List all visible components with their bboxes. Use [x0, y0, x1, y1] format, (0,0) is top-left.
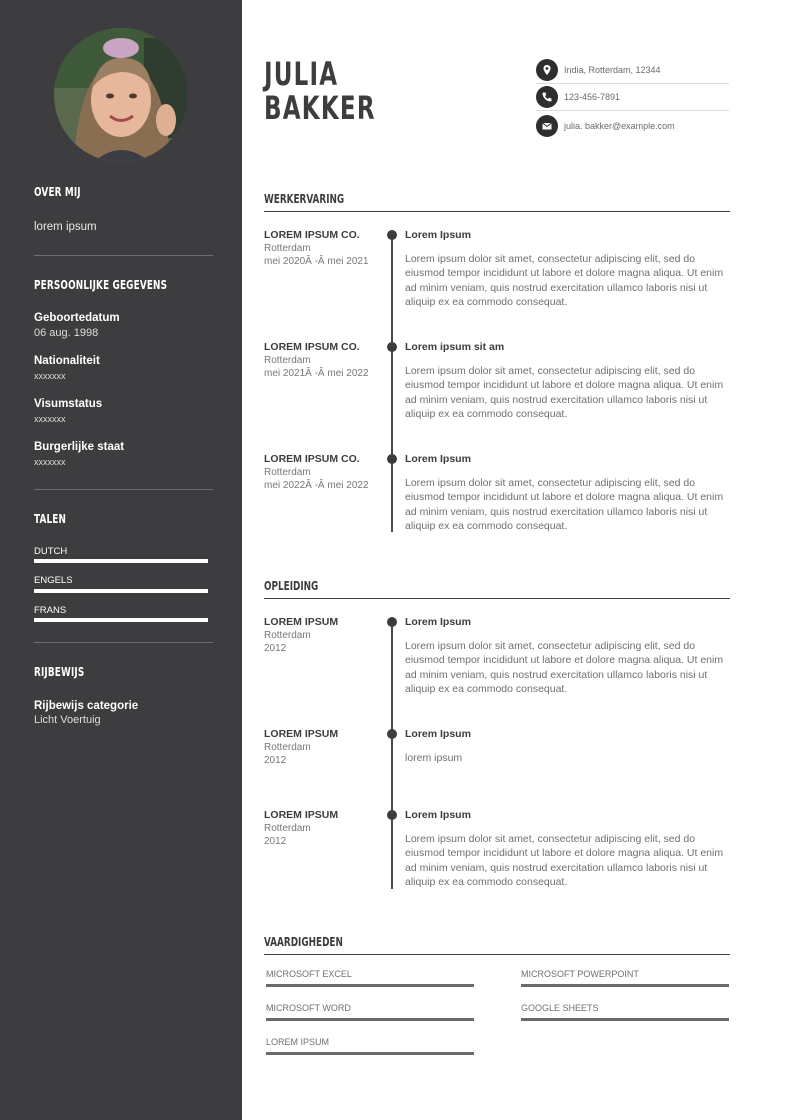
timeline-dot	[387, 454, 397, 464]
skill-bar	[521, 984, 729, 987]
skill-bar	[266, 1018, 474, 1021]
timeline-dot	[387, 617, 397, 627]
education-description: lorem ipsum	[405, 752, 463, 764]
work-company: LOREM IPSUM CO.	[264, 453, 360, 465]
education-title: Lorem Ipsum	[405, 728, 471, 740]
visa-value: xxxxxxx	[34, 414, 66, 424]
birthdate-label: Geboortedatum	[34, 312, 120, 324]
work-city: Rotterdam	[264, 355, 311, 366]
location-pin-icon	[536, 59, 558, 81]
education-school: LOREM IPSUM	[264, 809, 339, 821]
education-heading: OPLEIDING	[264, 579, 319, 593]
language-bar	[34, 559, 208, 563]
mail-icon	[536, 115, 558, 137]
work-period: mei 2022Â -Â mei 2022	[264, 480, 369, 491]
marital-label: Burgerlijke staat	[34, 441, 125, 453]
phone-icon	[536, 86, 558, 108]
work-description: Lorem ipsum dolor sit amet, consectetur adipiscing elit, sed do eiusmod tempor incididunt ut labore et dolore magna aliqua. Ut enim ad minim veniam, quis nostrud exercitation ullamco laboris nisi ut aliquip ex ea commodo consequat.	[405, 365, 724, 420]
language-label: DUTCH	[34, 546, 68, 557]
education-city: Rotterdam	[264, 742, 311, 753]
work-company: LOREM IPSUM CO.	[264, 341, 360, 353]
education-city: Rotterdam	[264, 823, 311, 834]
language-label: ENGELS	[34, 575, 73, 586]
about-text: lorem ipsum	[34, 221, 97, 233]
education-year: 2012	[264, 755, 287, 766]
skill-bar	[266, 984, 474, 987]
work-company: LOREM IPSUM CO.	[264, 229, 360, 241]
license-label: Rijbewijs categorie	[34, 700, 139, 712]
education-city: Rotterdam	[264, 630, 311, 641]
timeline-dot	[387, 810, 397, 820]
section-rule	[264, 211, 730, 212]
skill-label: MICROSOFT WORD	[266, 1003, 351, 1013]
nationality-value: xxxxxxx	[34, 371, 66, 381]
work-title: Lorem Ipsum	[405, 453, 471, 465]
skill-bar	[266, 1052, 474, 1055]
work-city: Rotterdam	[264, 243, 311, 254]
work-heading: WERKERVARING	[264, 192, 345, 206]
section-rule	[264, 954, 730, 955]
work-title: Lorem ipsum sit am	[405, 341, 505, 353]
divider	[34, 489, 213, 490]
about-heading: OVER MIJ	[34, 185, 81, 199]
contact-email	[536, 112, 729, 139]
education-description: Lorem ipsum dolor sit amet, consectetur adipiscing elit, sed do eiusmod tempor incididunt ut labore et dolore magna aliqua. Ut enim ad minim veniam, quis nostrud exercitation ullamco laboris nisi ut aliquip ex ea commodo consequat.	[405, 640, 724, 695]
phone-text: 123-456-7891	[564, 92, 621, 102]
nationality-label: Nationaliteit	[34, 355, 100, 367]
last-name: BAKKER	[264, 89, 376, 127]
contact-phone	[536, 84, 729, 111]
education-school: LOREM IPSUM	[264, 728, 339, 740]
skills-heading: VAARDIGHEDEN	[264, 935, 343, 949]
skill-label: MICROSOFT EXCEL	[266, 969, 352, 979]
personal-heading: PERSOONLIJKE GEGEVENS	[34, 278, 168, 292]
marital-value: xxxxxxx	[34, 457, 66, 467]
work-period: mei 2021Â -Â mei 2022	[264, 368, 369, 379]
languages-heading: TALEN	[34, 512, 67, 526]
skill-label: GOOGLE SHEETS	[521, 1003, 599, 1013]
section-rule	[264, 598, 730, 599]
work-period: mei 2020Â -Â mei 2021	[264, 256, 369, 267]
license-value: Licht Voertuig	[34, 714, 101, 726]
divider	[34, 642, 213, 643]
timeline-dot	[387, 729, 397, 739]
contact-address	[536, 57, 729, 84]
divider	[34, 255, 213, 256]
education-title: Lorem Ipsum	[405, 809, 471, 821]
first-name: JULIA	[264, 55, 339, 93]
language-bar	[34, 618, 208, 622]
birthdate-value: 06 aug. 1998	[34, 327, 99, 339]
work-city: Rotterdam	[264, 467, 311, 478]
education-description: Lorem ipsum dolor sit amet, consectetur adipiscing elit, sed do eiusmod tempor incididunt ut labore et dolore magna aliqua. Ut enim ad minim veniam, quis nostrud exercitation ullamco laboris nisi ut aliquip ex ea commodo consequat.	[405, 833, 724, 888]
skill-bar	[521, 1018, 729, 1021]
sidebar	[0, 0, 242, 1120]
license-heading: RIJBEWIJS	[34, 665, 85, 679]
skill-label: LOREM IPSUM	[266, 1037, 330, 1047]
work-description: Lorem ipsum dolor sit amet, consectetur adipiscing elit, sed do eiusmod tempor incididunt ut labore et dolore magna aliqua. Ut enim ad minim veniam, quis nostrud exercitation ullamco laboris nisi ut aliquip ex ea commodo consequat.	[405, 477, 724, 532]
timeline-dot	[387, 230, 397, 240]
language-bar	[34, 589, 208, 593]
education-title: Lorem Ipsum	[405, 616, 471, 628]
education-school: LOREM IPSUM	[264, 616, 339, 628]
education-year: 2012	[264, 836, 287, 847]
education-year: 2012	[264, 643, 287, 654]
timeline-line	[391, 622, 393, 889]
profile-photo	[54, 28, 188, 162]
timeline-dot	[387, 342, 397, 352]
work-title: Lorem Ipsum	[405, 229, 471, 241]
address-text: India, Rotterdam, 12344	[564, 65, 661, 75]
email-text: julia. bakker@example.com	[564, 120, 675, 131]
work-description: Lorem ipsum dolor sit amet, consectetur adipiscing elit, sed do eiusmod tempor incididunt ut labore et dolore magna aliqua. Ut enim ad minim veniam, quis nostrud exercitation ullamco laboris nisi ut aliquip ex ea commodo consequat.	[405, 253, 724, 308]
language-label: FRANS	[34, 605, 67, 616]
timeline-line	[391, 235, 393, 532]
visa-label: Visumstatus	[34, 398, 103, 410]
skill-label: MICROSOFT POWERPOINT	[521, 969, 639, 979]
